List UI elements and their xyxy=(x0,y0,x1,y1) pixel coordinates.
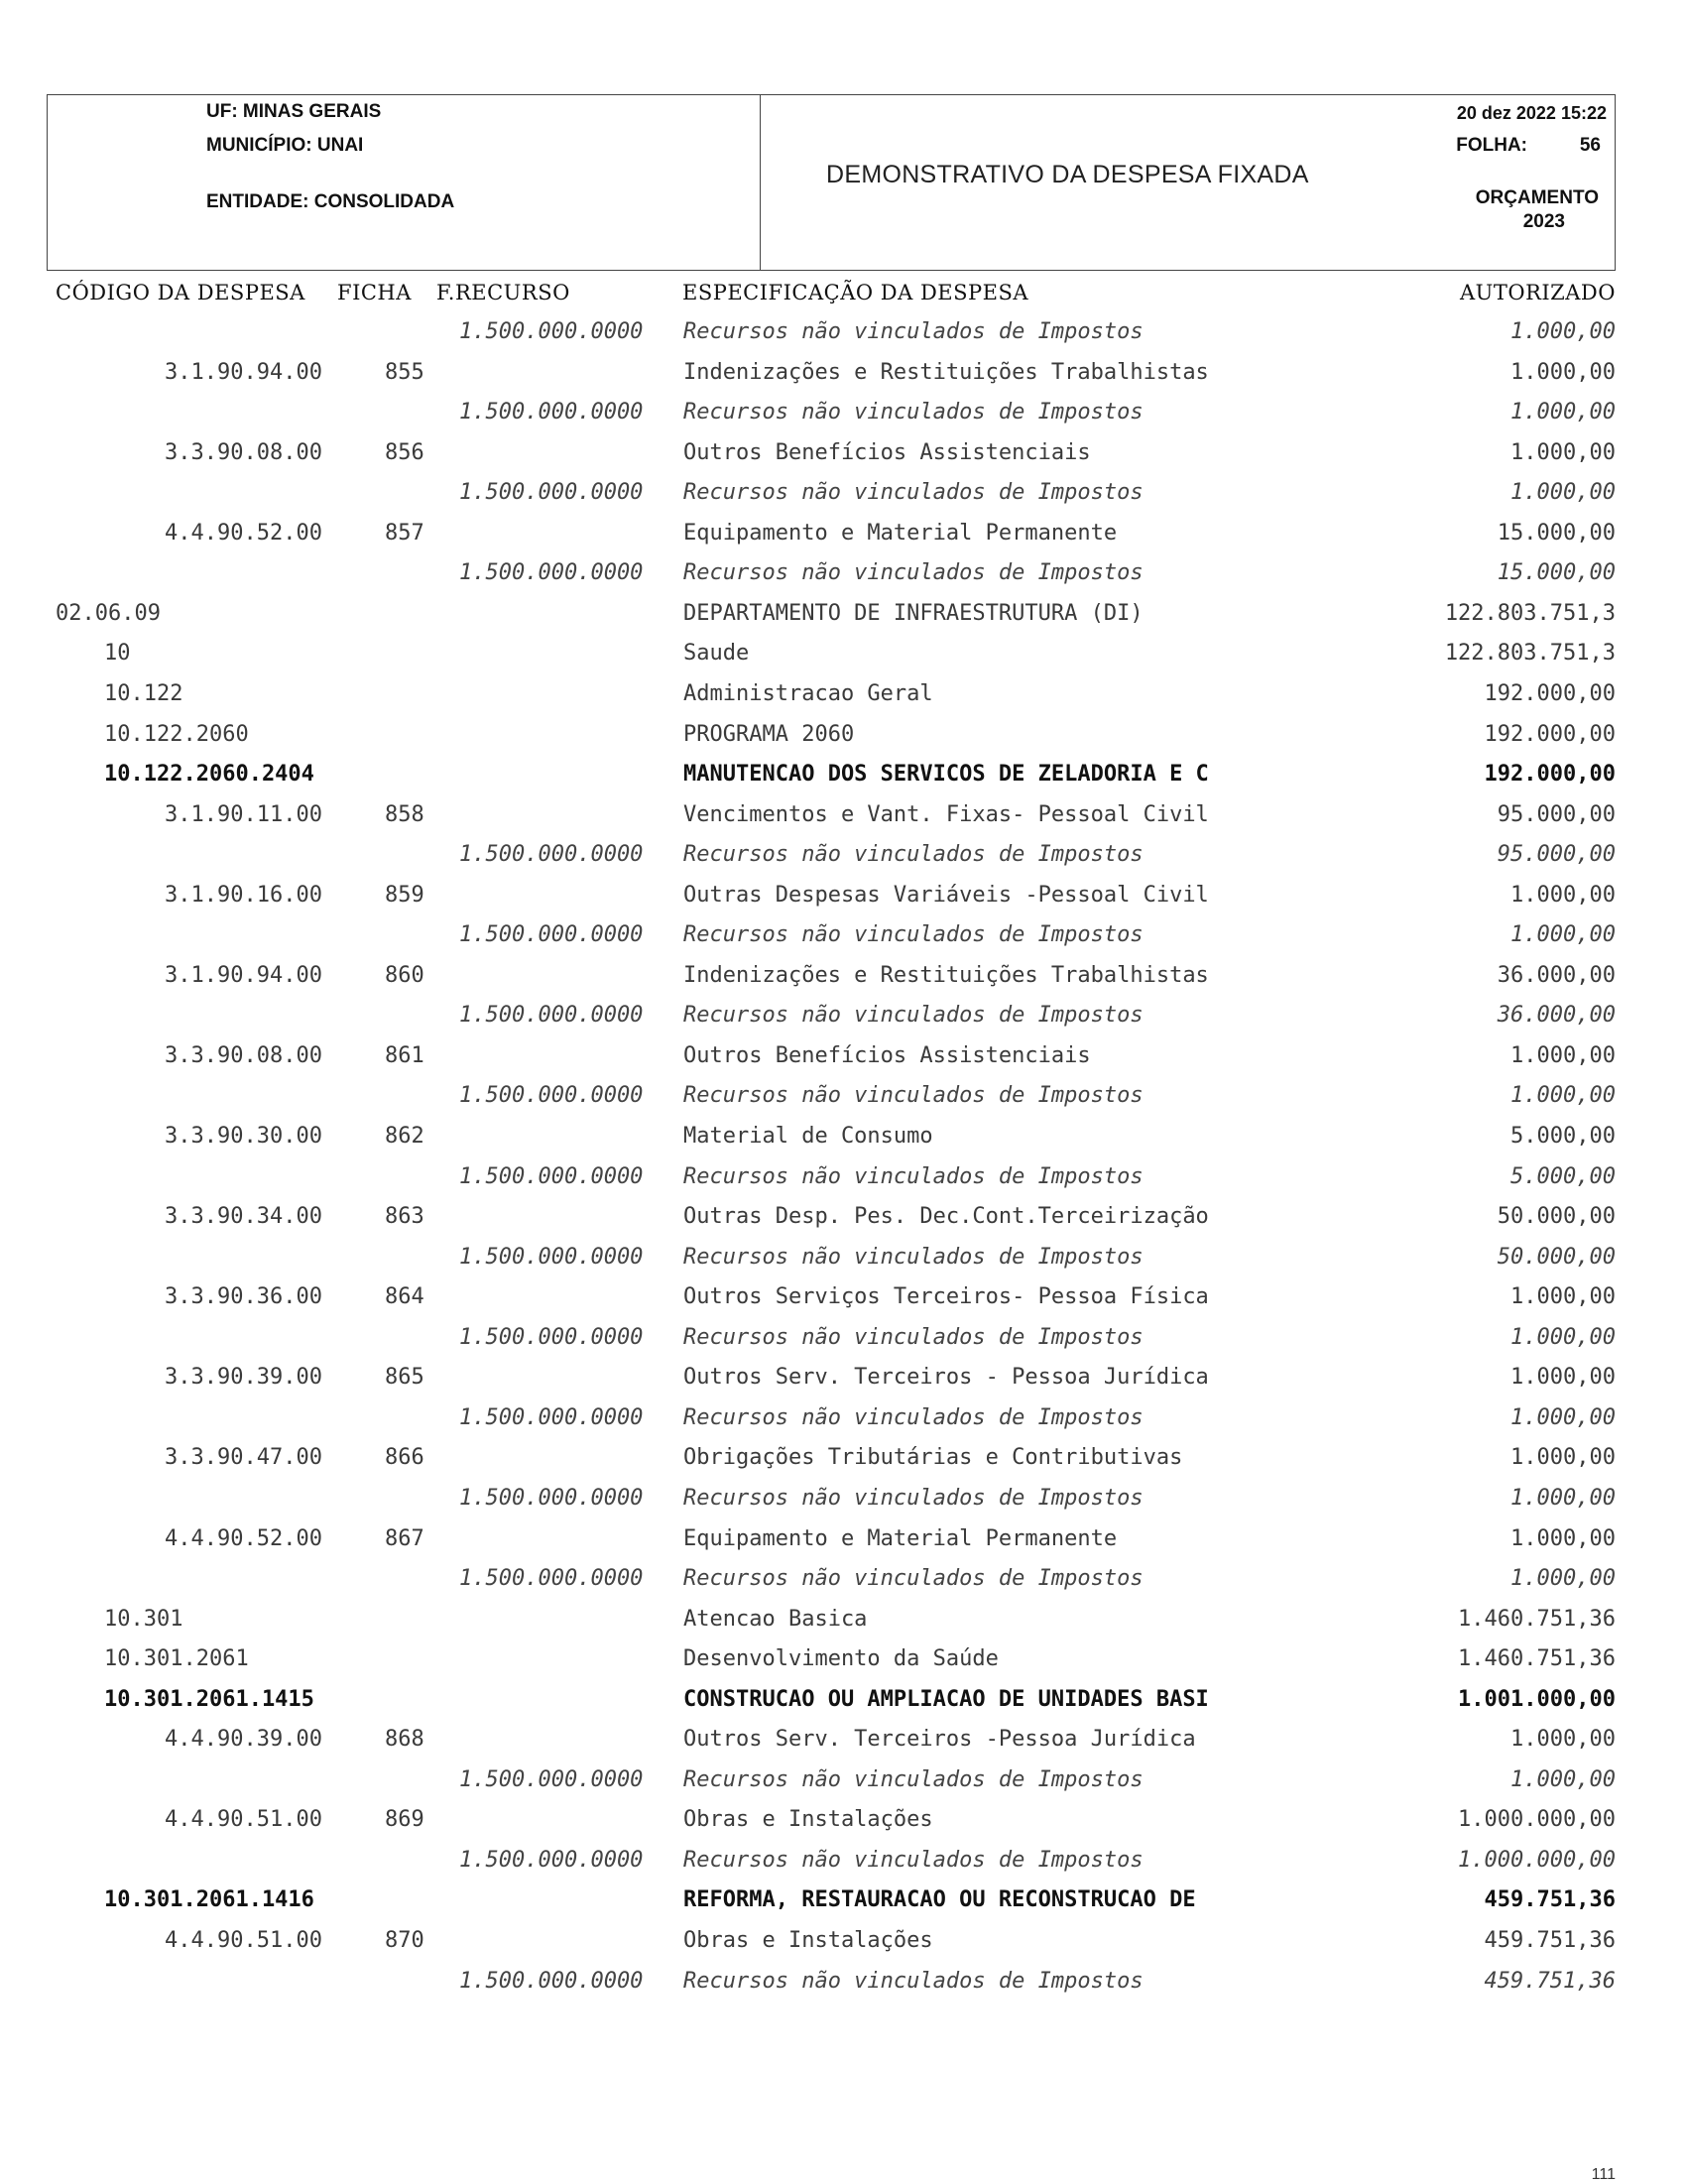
table-row xyxy=(0,1607,1687,1646)
ficha-number: 867 xyxy=(385,1525,424,1551)
resource-row xyxy=(0,1566,1687,1606)
expense-code: 3.3.90.39.00 xyxy=(165,1365,322,1391)
resource-source: 1.500.000.0000 xyxy=(459,1485,644,1511)
report-title: DEMONSTRATIVO DA DESPESA FIXADA xyxy=(826,161,1309,188)
table-row xyxy=(0,722,1687,762)
expense-description: Outras Despesas Variáveis -Pessoal Civil xyxy=(683,882,1209,908)
expense-description: Outros Serv. Terceiros -Pessoa Jurídica xyxy=(683,1727,1196,1753)
authorized-value: 1.000,00 xyxy=(1510,1445,1616,1471)
authorized-value: 1.460.751,36 xyxy=(1458,1606,1616,1632)
authorized-value: 36.000,00 xyxy=(1497,1003,1616,1029)
resource-row xyxy=(0,1083,1687,1123)
table-row xyxy=(0,1445,1687,1485)
folha-label: FOLHA: xyxy=(1456,135,1527,156)
resource-row xyxy=(0,1969,1687,2008)
expense-code: 3.1.90.11.00 xyxy=(165,801,322,827)
resource-source: 1.500.000.0000 xyxy=(459,1324,644,1350)
col-fonte-header: F.RECURSO xyxy=(436,281,570,304)
resource-source: 1.500.000.0000 xyxy=(459,319,644,344)
col-autorizado-header: AUTORIZADO xyxy=(1459,281,1616,304)
authorized-value: 122.803.751,3 xyxy=(1444,641,1616,667)
entidade-label: ENTIDADE: CONSOLIDADA xyxy=(206,191,455,212)
resource-source: 1.500.000.0000 xyxy=(459,1244,644,1270)
expense-description: Recursos não vinculados de Impostos xyxy=(683,1847,1144,1873)
authorized-value: 1.000,00 xyxy=(1510,1727,1616,1753)
authorized-value: 1.000,00 xyxy=(1510,1083,1616,1109)
expense-code: 10 xyxy=(104,641,131,667)
resource-source: 1.500.000.0000 xyxy=(459,922,644,948)
expense-code: 3.3.90.08.00 xyxy=(165,439,322,465)
expense-description: Recursos não vinculados de Impostos xyxy=(683,1324,1144,1350)
table-row xyxy=(0,601,1687,641)
resource-source: 1.500.000.0000 xyxy=(459,480,644,506)
authorized-value: 15.000,00 xyxy=(1497,520,1616,546)
resource-row xyxy=(0,319,1687,359)
authorized-value: 1.000,00 xyxy=(1510,1525,1616,1551)
expense-description: Outros Serviços Terceiros- Pessoa Física xyxy=(683,1284,1209,1310)
authorized-value: 122.803.751,3 xyxy=(1444,600,1616,626)
authorized-value: 459.751,36 xyxy=(1484,1968,1616,1994)
authorized-value: 5.000,00 xyxy=(1510,1124,1616,1149)
authorized-value: 1.460.751,36 xyxy=(1458,1646,1616,1672)
authorized-value: 1.000,00 xyxy=(1510,1766,1616,1792)
resource-source: 1.500.000.0000 xyxy=(459,1566,644,1592)
table-row xyxy=(0,1204,1687,1244)
expense-description: Outros Benefícios Assistenciais xyxy=(683,1042,1091,1068)
table-row xyxy=(0,521,1687,560)
authorized-value: 1.000,00 xyxy=(1510,359,1616,385)
authorized-value: 95.000,00 xyxy=(1497,801,1616,827)
resource-source: 1.500.000.0000 xyxy=(459,1766,644,1792)
col-codigo-header: CÓDIGO DA DESPESA xyxy=(56,281,305,304)
authorized-value: 459.751,36 xyxy=(1484,1928,1616,1953)
ficha-number: 869 xyxy=(385,1807,424,1833)
expense-description: Obras e Instalações xyxy=(683,1928,933,1953)
authorized-value: 1.000,00 xyxy=(1510,1324,1616,1350)
expense-code: 4.4.90.51.00 xyxy=(165,1928,322,1953)
expense-code: 10.301.2061 xyxy=(104,1646,249,1672)
page-number: 111 xyxy=(1591,2166,1616,2183)
table-row xyxy=(0,360,1687,400)
table-row xyxy=(0,1646,1687,1686)
resource-row xyxy=(0,560,1687,600)
expense-description: Recursos não vinculados de Impostos xyxy=(683,560,1144,586)
authorized-value: 36.000,00 xyxy=(1497,962,1616,988)
authorized-value: 1.000,00 xyxy=(1510,922,1616,948)
authorized-value: 1.000,00 xyxy=(1510,1566,1616,1592)
expense-code: 3.3.90.08.00 xyxy=(165,1042,322,1068)
expense-code: 02.06.09 xyxy=(56,600,161,626)
expense-code: 10.122.2060 xyxy=(104,721,249,747)
resource-row xyxy=(0,1164,1687,1204)
expense-description: Recursos não vinculados de Impostos xyxy=(683,922,1144,948)
expense-description: Vencimentos e Vant. Fixas- Pessoal Civil xyxy=(683,801,1209,827)
resource-row xyxy=(0,1325,1687,1365)
expense-description: Recursos não vinculados de Impostos xyxy=(683,1244,1144,1270)
col-especificacao-header: ESPECIFICAÇÃO DA DESPESA xyxy=(682,281,1029,304)
resource-source: 1.500.000.0000 xyxy=(459,560,644,586)
authorized-value: 1.000,00 xyxy=(1510,1042,1616,1068)
expense-code: 10.301.2061.1415 xyxy=(104,1686,314,1712)
orcamento-year: 2023 xyxy=(1522,211,1565,232)
expense-description: Recursos não vinculados de Impostos xyxy=(683,1404,1144,1430)
resource-source: 1.500.000.0000 xyxy=(459,1083,644,1109)
ficha-number: 863 xyxy=(385,1204,424,1230)
resource-source: 1.500.000.0000 xyxy=(459,1968,644,1994)
authorized-value: 192.000,00 xyxy=(1484,680,1616,706)
expense-code: 3.3.90.47.00 xyxy=(165,1445,322,1471)
resource-source: 1.500.000.0000 xyxy=(459,1404,644,1430)
ficha-number: 859 xyxy=(385,882,424,908)
expense-code: 3.3.90.34.00 xyxy=(165,1204,322,1230)
expense-description: Equipamento e Material Permanente xyxy=(683,520,1118,546)
table-row xyxy=(0,802,1687,842)
authorized-value: 1.000.000,00 xyxy=(1458,1847,1616,1873)
expense-description: Recursos não vinculados de Impostos xyxy=(683,480,1144,506)
authorized-value: 5.000,00 xyxy=(1510,1163,1616,1189)
expense-code: 4.4.90.39.00 xyxy=(165,1727,322,1753)
expense-description: Indenizações e Restituições Trabalhistas xyxy=(683,962,1209,988)
table-row xyxy=(0,1124,1687,1163)
resource-row xyxy=(0,400,1687,439)
expense-description: Recursos não vinculados de Impostos xyxy=(683,400,1144,425)
resource-source: 1.500.000.0000 xyxy=(459,842,644,868)
ficha-number: 866 xyxy=(385,1445,424,1471)
folha-value: 56 xyxy=(1579,135,1601,156)
authorized-value: 459.751,36 xyxy=(1484,1887,1616,1913)
authorized-value: 192.000,00 xyxy=(1484,762,1616,788)
expense-code: 4.4.90.52.00 xyxy=(165,520,322,546)
ficha-number: 856 xyxy=(385,439,424,465)
expense-code: 10.122.2060.2404 xyxy=(104,762,314,788)
resource-row xyxy=(0,1245,1687,1284)
ficha-number: 865 xyxy=(385,1365,424,1391)
expense-description: Recursos não vinculados de Impostos xyxy=(683,1485,1144,1511)
expense-description: Outras Desp. Pes. Dec.Cont.Terceirização xyxy=(683,1204,1209,1230)
municipio-label: MUNICÍPIO: UNAI xyxy=(206,135,364,156)
expense-description: REFORMA, RESTAURACAO OU RECONSTRUCAO DE xyxy=(683,1887,1196,1913)
expense-description: Outros Benefícios Assistenciais xyxy=(683,439,1091,465)
ficha-number: 868 xyxy=(385,1727,424,1753)
expense-description: Obras e Instalações xyxy=(683,1807,933,1833)
expense-description: Recursos não vinculados de Impostos xyxy=(683,1003,1144,1029)
table-row xyxy=(0,963,1687,1003)
resource-row xyxy=(0,1486,1687,1525)
expense-description: DEPARTAMENTO DE INFRAESTRUTURA (DI) xyxy=(683,600,1144,626)
resource-source: 1.500.000.0000 xyxy=(459,1003,644,1029)
authorized-value: 1.000.000,00 xyxy=(1458,1807,1616,1833)
ficha-number: 870 xyxy=(385,1928,424,1953)
expense-code: 3.1.90.94.00 xyxy=(165,962,322,988)
authorized-value: 1.000,00 xyxy=(1510,1365,1616,1391)
resource-row xyxy=(0,480,1687,520)
authorized-value: 1.000,00 xyxy=(1510,319,1616,344)
action-row xyxy=(0,1887,1687,1927)
resource-row xyxy=(0,1405,1687,1445)
report-datetime: 20 dez 2022 15:22 xyxy=(1456,103,1607,123)
authorized-value: 1.000,00 xyxy=(1510,1485,1616,1511)
table-row xyxy=(0,1365,1687,1404)
ficha-number: 864 xyxy=(385,1284,424,1310)
expense-description: CONSTRUCAO OU AMPLIACAO DE UNIDADES BASI xyxy=(683,1686,1209,1712)
header-divider xyxy=(760,95,761,270)
report-header xyxy=(47,94,1616,271)
expense-code: 3.1.90.16.00 xyxy=(165,882,322,908)
table-row xyxy=(0,681,1687,721)
resource-source: 1.500.000.0000 xyxy=(459,400,644,425)
table-row xyxy=(0,1807,1687,1847)
col-ficha-header: FICHA xyxy=(337,281,412,304)
table-row xyxy=(0,440,1687,480)
resource-row xyxy=(0,1003,1687,1042)
authorized-value: 50.000,00 xyxy=(1497,1204,1616,1230)
table-row xyxy=(0,1727,1687,1766)
table-row xyxy=(0,641,1687,680)
expense-code: 3.1.90.94.00 xyxy=(165,359,322,385)
authorized-value: 1.000,00 xyxy=(1510,480,1616,506)
uf-label: UF: MINAS GERAIS xyxy=(206,101,382,122)
authorized-value: 1.000,00 xyxy=(1510,882,1616,908)
expense-description: Recursos não vinculados de Impostos xyxy=(683,1163,1144,1189)
action-row xyxy=(0,762,1687,801)
authorized-value: 50.000,00 xyxy=(1497,1244,1616,1270)
expense-description: PROGRAMA 2060 xyxy=(683,721,855,747)
authorized-value: 1.000,00 xyxy=(1510,1404,1616,1430)
ficha-number: 858 xyxy=(385,801,424,827)
resource-row xyxy=(0,842,1687,882)
expense-description: Atencao Basica xyxy=(683,1606,868,1632)
resource-row xyxy=(0,1848,1687,1887)
expense-code: 3.3.90.30.00 xyxy=(165,1124,322,1149)
ficha-number: 855 xyxy=(385,359,424,385)
expense-description: Obrigações Tributárias e Contributivas xyxy=(683,1445,1183,1471)
authorized-value: 1.000,00 xyxy=(1510,400,1616,425)
authorized-value: 192.000,00 xyxy=(1484,721,1616,747)
table-row xyxy=(0,1928,1687,1968)
expense-description: Recursos não vinculados de Impostos xyxy=(683,1083,1144,1109)
authorized-value: 15.000,00 xyxy=(1497,560,1616,586)
ficha-number: 860 xyxy=(385,962,424,988)
authorized-value: 95.000,00 xyxy=(1497,842,1616,868)
action-row xyxy=(0,1687,1687,1727)
expense-description: Recursos não vinculados de Impostos xyxy=(683,842,1144,868)
ficha-number: 861 xyxy=(385,1042,424,1068)
expense-description: Recursos não vinculados de Impostos xyxy=(683,319,1144,344)
expense-code: 3.3.90.36.00 xyxy=(165,1284,322,1310)
table-row xyxy=(0,1043,1687,1083)
table-row xyxy=(0,1284,1687,1324)
expense-code: 4.4.90.51.00 xyxy=(165,1807,322,1833)
expense-description: Recursos não vinculados de Impostos xyxy=(683,1566,1144,1592)
expense-description: Recursos não vinculados de Impostos xyxy=(683,1968,1144,1994)
expense-description: Saude xyxy=(683,641,750,667)
resource-row xyxy=(0,1767,1687,1807)
table-row xyxy=(0,883,1687,922)
expense-description: Indenizações e Restituições Trabalhistas xyxy=(683,359,1209,385)
expense-description: Desenvolvimento da Saúde xyxy=(683,1646,999,1672)
expense-code: 10.301 xyxy=(104,1606,183,1632)
expense-code: 10.301.2061.1416 xyxy=(104,1887,314,1913)
table-row xyxy=(0,1526,1687,1566)
authorized-value: 1.000,00 xyxy=(1510,439,1616,465)
resource-source: 1.500.000.0000 xyxy=(459,1847,644,1873)
authorized-value: 1.001.000,00 xyxy=(1458,1686,1616,1712)
expense-code: 4.4.90.52.00 xyxy=(165,1525,322,1551)
resource-source: 1.500.000.0000 xyxy=(459,1163,644,1189)
expense-code: 10.122 xyxy=(104,680,183,706)
expense-description: MANUTENCAO DOS SERVICOS DE ZELADORIA E C xyxy=(683,762,1209,788)
expense-description: Material de Consumo xyxy=(683,1124,933,1149)
ficha-number: 857 xyxy=(385,520,424,546)
expense-description: Outros Serv. Terceiros - Pessoa Jurídica xyxy=(683,1365,1209,1391)
expense-description: Equipamento e Material Permanente xyxy=(683,1525,1118,1551)
authorized-value: 1.000,00 xyxy=(1510,1284,1616,1310)
expense-description: Administracao Geral xyxy=(683,680,933,706)
orcamento-label: ORÇAMENTO xyxy=(1475,187,1599,208)
resource-row xyxy=(0,922,1687,962)
expense-description: Recursos não vinculados de Impostos xyxy=(683,1766,1144,1792)
ficha-number: 862 xyxy=(385,1124,424,1149)
